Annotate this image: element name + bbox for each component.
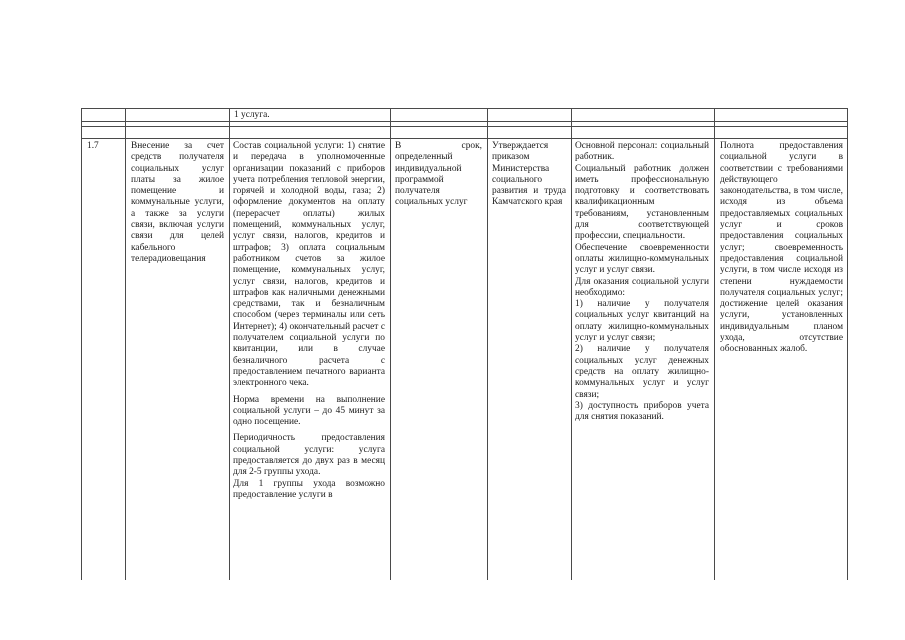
row-number: 1.7 [87,141,99,151]
row-separator [81,121,848,122]
group-one-note: Для 1 группы ухода возможно предоставление услуги в [233,478,385,500]
column-border [487,108,488,580]
column-border [390,108,391,580]
service-name-cell [131,141,224,265]
tariff-text: Утверждается приказом Министерства социального развития и труда Камчатского края [492,141,566,208]
conditions-staff: Основной персонал: социальный работник. [575,141,709,163]
conditions-timeliness: Обеспечение своевременности оплаты жилищно-коммунальных услуг и услуг связи. [575,242,709,276]
column-border [125,108,126,580]
time-norm: Норма времени на выполнение социальной услуги – до 45 минут за одно посещение. [233,394,385,428]
service-composition: Состав социальной услуги: 1) снятие и передача в уполномоченные организации показаний с приборов учета потребления тепловой энергии, горячей и холодной воды, газа; 2) оформление документов на оплату (перерасчет оплаты) жилых помещений, коммунальных услуг, услуг связи, налогов, кредитов и штрафов; 3) оплата социальным работником счетов за жилое помещение, коммунальных услуг, услуг связи, налогов, кредитов и штрафов как наличными денежными средствами, так и безналичным способом (через терминалы или сеть Интернет); 4) окончательный расчет с получателем социальной услуги по квитанции, или в случае безналичного расчета с предоставлением печатного варианта электронного чека. [233,141,385,389]
conditions-cell [575,141,709,423]
conditions-item-2: 2) наличие у получателя социальных услуг денежных средств на оплату жилищно-коммунальных услуг и услуг связи; [575,344,709,400]
service-description-cell [233,141,385,501]
service-name: Внесение за счет средств получателя социальных услуг платы за жилое помещение и коммунальные услуги, а также за услуги связи, включая услуги связи для целей кабельного телерадиовещания [131,141,224,264]
column-border [847,108,848,580]
quality-text: Полнота предоставления социальной услуги в соответствии с требованиями действующего законодательства, в том числе, исходя из объема предоставляемых социальных услуг и сроков предоставления социальных услуг; своевременность предоставления социальной услуги, в том числе исходя из степени нуждаемости получателя социальных услуг; достижение целей оказания услуги, установленных индивидуальным планом ухода, отсутствие обоснованных жалоб. [720,141,843,355]
periodicity: Периодичность предоставления социальной услуги: услуга предоставляется до двух раз в месяц для 2-5 группы ухода. [233,433,385,478]
conditions-qualification: Социальный работник должен иметь профессиональную подготовку и соответствовать квалификационным требованиям, установленным для соответствующей профессии, специальности. [575,163,709,242]
row-top-border [81,138,848,139]
service-note-cell [234,110,384,121]
service-note: 1 услуга. [234,110,270,120]
column-border [571,108,572,580]
conditions-requirements: Для оказания социальной услуги необходимо: [575,276,709,298]
column-border [229,108,230,580]
timing-text: В срок, определенный индивидуальной программой получателя социальных услуг [395,141,482,208]
table-top-border [81,108,848,109]
column-border [81,108,82,580]
quality-cell [720,141,843,356]
row-number-cell [87,141,121,152]
conditions-item-1: 1) наличие у получателя социальных услуг квитанций на оплату жилищно-коммунальных услуг и услуг связи; [575,299,709,344]
timing-cell [395,141,482,209]
tariff-cell [492,141,566,209]
conditions-item-3: 3) доступность приборов учета для снятия показаний. [575,400,709,423]
column-border [714,108,715,580]
row-separator [81,126,848,127]
